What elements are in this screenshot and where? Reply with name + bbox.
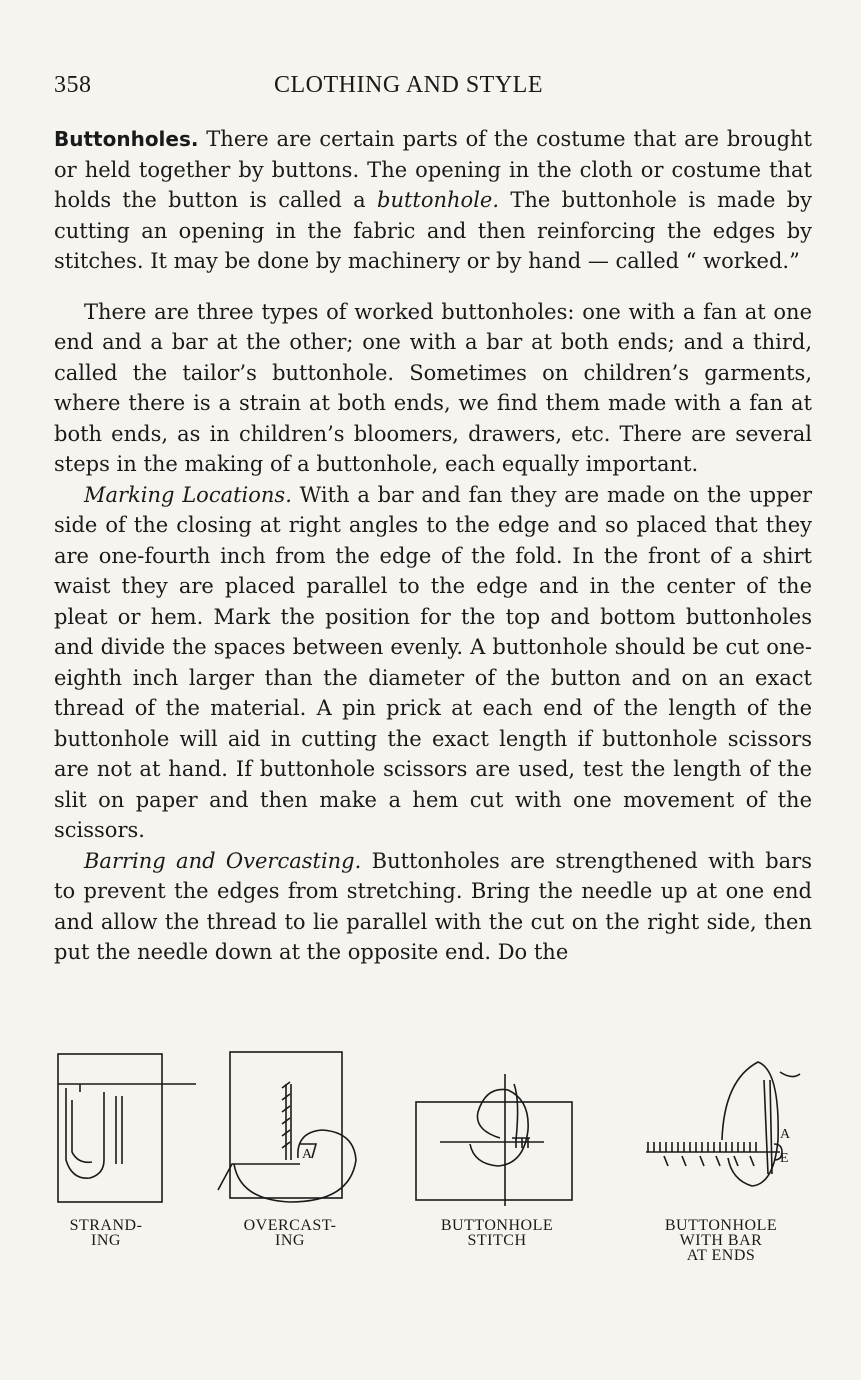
- caption-overcasting: [226, 1218, 354, 1248]
- bar-ends-figure: [646, 1062, 800, 1186]
- italic-term: buttonhole.: [377, 188, 500, 212]
- caption-line: BUTTONHOLE: [664, 1217, 778, 1234]
- caption-line: STRAND-: [69, 1217, 143, 1234]
- paragraph-marking: [54, 480, 812, 846]
- caption-line: AT ENDS: [686, 1247, 756, 1264]
- caption-line: BUTTONHOLE: [440, 1217, 554, 1234]
- caption-stranding: [60, 1218, 152, 1248]
- figures-row: [0, 1040, 861, 1280]
- paragraph-text: Buttonholes are strengthened with bars to prevent the edges from stretching. Bring the needle up at one end and allow the thread to lie parallel with the cut on the right side, then put the needle down at the opposite end. Do the: [54, 848, 812, 964]
- paragraph-types: There are three types of worked buttonholes: one with a fan at one end and a bar at the other; one with a bar at both ends; and a third, called the tailor’s buttonhole. Sometimes on children’s garments, where there is a strain at both ends, we find them made with a fan at both ends, as in children’s bloomers, drawers, etc. There are several steps in the making of a buttonhole, each equally important.: [54, 299, 812, 476]
- stranding-figure: [58, 1054, 196, 1202]
- body-text: [54, 124, 812, 968]
- overcasting-figure: [218, 1052, 356, 1202]
- caption-line: ING: [91, 1232, 121, 1249]
- caption-line: WITH BAR: [679, 1232, 763, 1249]
- figure-label: A: [780, 1127, 791, 1142]
- caption-bar-ends: [636, 1218, 806, 1263]
- caption-line: OVERCAST-: [243, 1217, 337, 1234]
- caption-buttonhole-stitch: [412, 1218, 582, 1248]
- caption-line: ING: [275, 1232, 305, 1249]
- paragraph-barring: [54, 846, 812, 968]
- subsection-heading: Barring and Overcasting.: [84, 848, 362, 873]
- paragraph-text: There are certain parts of the costume that are brought or held together by buttons. The opening in the cloth or costume that holds the button is called a: [54, 127, 812, 212]
- paragraph-text: The buttonhole is made by cutting an opening in the fabric and then reinforcing the edges by stitches. It may be done by machinery or by hand — called “ worked.”: [54, 188, 812, 273]
- subsection-heading: Marking Locations.: [84, 482, 292, 507]
- paragraph-buttonholes: [54, 124, 812, 277]
- figure-label: E: [780, 1151, 789, 1166]
- buttonhole-stitch-figure: [416, 1074, 572, 1206]
- caption-line: STITCH: [467, 1232, 527, 1249]
- figure-label: A: [302, 1147, 313, 1162]
- paragraph-text: With a bar and fan they are made on the upper side of the closing at right angles to the edge and so placed that they are one-fourth inch from the edge of the fold. In the front of a shirt waist they are placed parallel to the edge and in the center of the pleat or hem. Mark the position for the top and bottom buttonholes and divide the spaces between evenly. A buttonhole should be cut one-eighth inch larger than the diameter of the button and on an exact thread of the material. A pin prick at each end of the length of the buttonhole will aid in cutting the exact length if buttonhole scissors are not at hand. If buttonhole scissors are used, test the length of the slit on paper and then make a hem cut with one movement of the scissors.: [54, 482, 812, 842]
- section-heading: Buttonholes.: [54, 127, 199, 151]
- page-number: 358: [54, 72, 92, 98]
- running-title: CLOTHING AND STYLE: [274, 72, 543, 98]
